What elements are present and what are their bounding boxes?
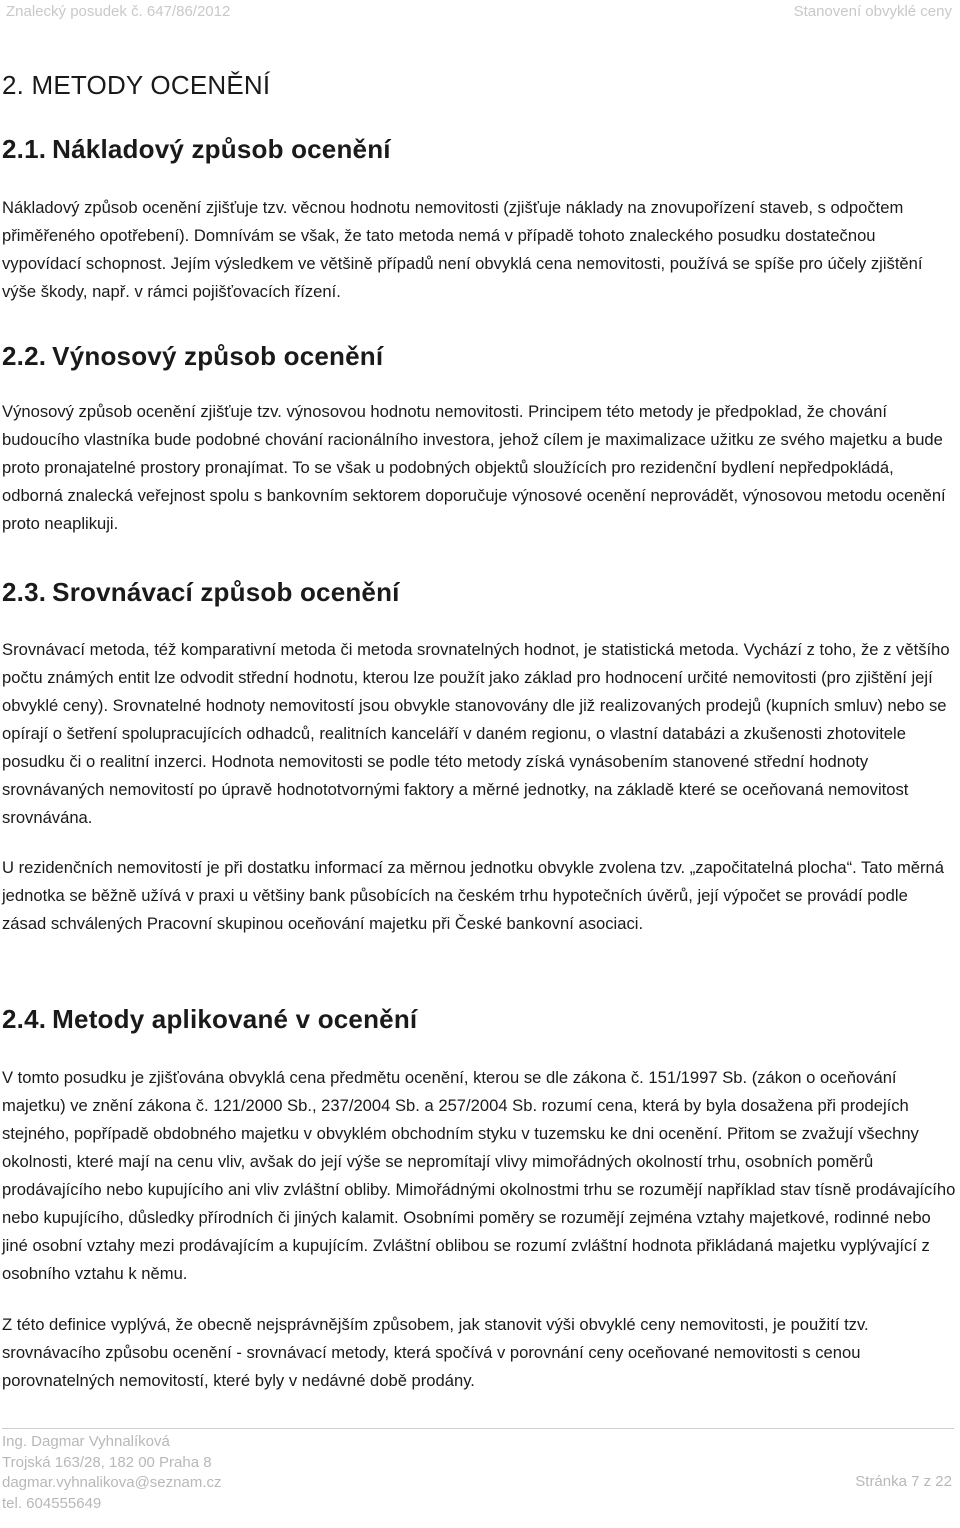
footer-page-number: Stránka 7 z 22	[855, 1473, 952, 1490]
section-title: Srovnávací způsob ocenění	[52, 577, 400, 607]
section-paragraph: Z této definice vyplývá, že obecně nejsprávnějším způsobem, jak stanovit výši obvyklé ceny nemovitosti, je použití tzv. srovnávacího způsobu ocenění - srovnávací metody, která spočívá v porovnání ceny oceňované nemovitosti s cenou porovnatelných nemovitostí, které byly v nedávné době prodány.	[2, 1315, 869, 1390]
section-paragraph: V tomto posudku je zjišťována obvyklá cena předmětu ocenění, kterou se dle zákona č. 151/1997 Sb. (zákon o oceňování majetku) ve znění zákona č. 121/2000 Sb., 237/2004 Sb. a 257/2004 Sb. rozumí cena, která by byla dosažena při prodejích stejného, popřípadě obdobného majetku v obvyklém obchodním styku v tuzemsku ke dni ocenění. Přitom se zvažují všechny okolnosti, které mají na cenu vliv, avšak do její výše se nepromítají vlivy mimořádných okolností trhu, osobních poměrů prodávajícího nebo kupujícího ani vliv zvláštní obliby. Mimořádnými okolnostmi trhu se rozumějí například stav tísně prodávajícího nebo kupujícího, důsledky přírodních či jiných kalamit. Osobními poměry se rozumějí zejména vztahy majetkové, rodinné nebo jiné osobní vztahy mezi prodávajícím a kupujícím. Zvláštní oblibou se rozumí zvláštní hodnota přikládaná majetku vyplývající z osobního vztahu k němu.	[2, 1068, 956, 1283]
section-number: 2.3.	[2, 577, 47, 607]
footer-address: Trojská 163/28, 182 00 Praha 8	[2, 1453, 212, 1471]
section-number: 2.4.	[2, 1004, 47, 1034]
section-heading-2-1	[2, 134, 391, 165]
section-heading-2-3	[2, 577, 400, 608]
header-document-id: Znalecký posudek č. 647/86/2012	[6, 2, 231, 20]
section-paragraph: Srovnávací metoda, též komparativní metoda či metoda srovnatelných hodnot, je statistická metoda. Vychází z toho, že z většího počtu známých entit lze odvodit střední hodnotu, kterou lze použít jako základ pro hodnocení určité nemovitosti (pro zjištění její obvyklé ceny). Srovnatelné hodnoty nemovitostí jsou obvykle stanovovány dle již realizovaných prodejů (kupních smluv) nebo se opírají o šetření spolupracujících odhadců, realitních kanceláří v daném regionu, o vlastní databázi a zkušenosti zhotovitele posudku či o realitní inzerci. Hodnota nemovitosti se podle této metody získá vynásobením stanovené střední hodnoty srovnávaných nemovitostí po úpravě hodnototvornými faktory a měrné jednotky, na základě které se oceňovaná nemovitost srovnávána.	[2, 640, 950, 827]
footer-contact	[2, 1432, 222, 1514]
chapter-title: 2. METODY OCENĚNÍ	[2, 70, 271, 100]
section-title: Výnosový způsob ocenění	[52, 341, 384, 371]
section-number: 2.1.	[2, 134, 47, 164]
section-paragraph: Výnosový způsob ocenění zjišťuje tzv. výnosovou hodnotu nemovitosti. Principem této metody je předpoklad, že chování budoucího vlastníka bude podobné chování racionálního investora, jehož cílem je maximalizace užitku ze svého majetku a bude proto pronajatelné prostory pronajímat. To se však u podobných objektů sloužících pro rezidenční bydlení nepředpokládá, odborná znalecká veřejnost spolu s bankovním sektorem doporučuje výnosové ocenění neprovádět, výnosovou metodu ocenění proto neaplikuji.	[2, 402, 946, 533]
section-title: Nákladový způsob ocenění	[52, 134, 391, 164]
header-document-type: Stanovení obvyklé ceny	[793, 2, 952, 20]
footer-divider	[2, 1428, 954, 1429]
section-heading-2-4	[2, 1004, 417, 1035]
section-heading-2-2	[2, 341, 383, 372]
section-number: 2.2.	[2, 341, 47, 371]
footer-email: dagmar.vyhnalikova@seznam.cz	[2, 1474, 222, 1491]
page-header	[6, 0, 952, 22]
section-paragraph: Nákladový způsob ocenění zjišťuje tzv. věcnou hodnotu nemovitosti (zjišťuje náklady na znovupořízení staveb, s odpočtem přiměřeného opotřebení). Domnívám se však, že tato metoda nemá v případě tohoto znaleckého posudku dostatečnou vypovídací schopnost. Jejím výsledkem ve většině případů není obvyklá cena nemovitosti, používá se spíše pro účely zjištění výše škody, např. v rámci pojišťovacích řízení.	[2, 198, 923, 301]
footer-author-name: Ing. Dagmar Vyhnalíková	[2, 1433, 170, 1450]
section-paragraph: U rezidenčních nemovitostí je při dostatku informací za měrnou jednotku obvykle zvolena tzv. „započitatelná plocha“. Tato měrná jednotka se běžně užívá v praxi u většiny bank působících na českém trhu hypotečních úvěrů, její výpočet se provádí podle zásad schválených Pracovní skupinou oceňování majetku při České bankovní asociaci.	[2, 858, 945, 933]
section-title: Metody aplikované v ocenění	[52, 1004, 418, 1034]
footer-phone: tel. 604555649	[2, 1494, 102, 1512]
